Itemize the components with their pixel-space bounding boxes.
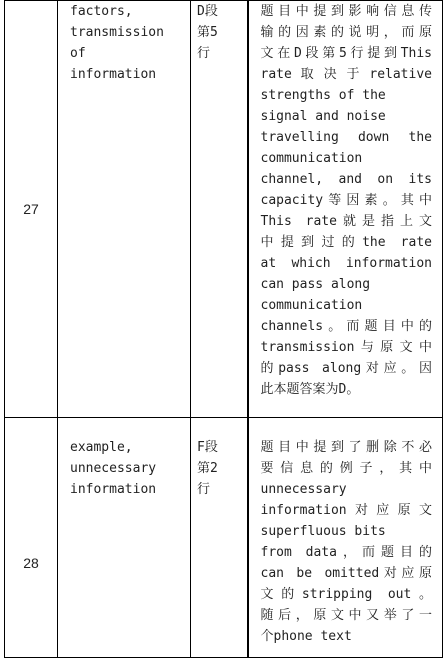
location-cell <box>191 1 248 418</box>
explanation-line: transmission与原文中 <box>260 340 432 355</box>
keyword-line: factors, <box>70 4 133 19</box>
table-row <box>5 1 443 418</box>
explanation-line: communication <box>260 298 363 313</box>
explanation-line: from data，而题目的 <box>260 545 432 560</box>
explanation-line: 此本题答案为D。 <box>260 382 360 397</box>
explanation-line: at which information <box>260 256 432 271</box>
keyword-line: information <box>70 482 157 497</box>
explanation-line: can be omitted对应原 <box>260 566 432 581</box>
location-line: 行 <box>197 46 211 61</box>
keywords-cell <box>58 1 191 418</box>
location-line: 行 <box>197 482 211 497</box>
explanation-line: information对应原文 <box>260 503 432 518</box>
keyword-line: information <box>70 67 157 82</box>
explanation-line: unnecessary <box>260 482 347 497</box>
keyword-line: unnecessary <box>70 461 157 476</box>
explanation-line: 中提到过的the rate <box>260 235 432 250</box>
explanation-cell <box>248 1 443 418</box>
explanation-line: communication <box>260 151 363 166</box>
explanation-line: 输的因素的说明，而原 <box>260 25 432 40</box>
table-row <box>5 418 443 658</box>
question-number: 28 <box>5 418 58 658</box>
explanation-line: strengths of the <box>260 88 386 103</box>
explanation-cell <box>248 418 443 658</box>
table-container <box>4 0 442 650</box>
explanation-line: 个phone text <box>260 629 352 644</box>
explanation-line: travelling down the <box>260 130 432 145</box>
explanation-line: signal and noise <box>260 109 386 124</box>
location-line: D段 <box>197 4 218 19</box>
explanation-line: 要信息的例子，其中 <box>260 461 432 476</box>
explanation-line: can pass along <box>260 277 371 292</box>
explanation-line: This rate就是指上文 <box>260 214 432 229</box>
keywords-cell <box>58 418 191 658</box>
location-line: F段 <box>197 440 218 455</box>
explanation-line: capacity等因素。其中 <box>260 193 432 208</box>
explanation-line: rate 取 决 于 relative <box>260 67 432 82</box>
explanation-line: 题目中提到影响信息传 <box>260 4 432 19</box>
explanation-line: 文在D段第5行提到This <box>260 46 432 61</box>
location-line: 第5 <box>197 25 218 40</box>
explanation-line: 文的stripping out。 <box>260 587 432 602</box>
explanation-line: 随后，原文中又举了一 <box>260 608 432 623</box>
answer-table <box>4 0 443 658</box>
keyword-line: example, <box>70 440 133 455</box>
question-number: 27 <box>5 1 58 418</box>
location-line: 第2 <box>197 461 218 476</box>
explanation-line: channels。而题目中的 <box>260 319 432 334</box>
keyword-line: transmission <box>70 25 164 40</box>
explanation-line: 题目中提到了删除不必 <box>260 440 432 455</box>
keyword-line: of <box>70 46 86 61</box>
explanation-line: superfluous bits <box>260 524 386 539</box>
explanation-line: channel, and on its <box>260 172 432 187</box>
location-cell <box>191 418 248 658</box>
explanation-line: 的pass along对应。因 <box>260 361 432 376</box>
